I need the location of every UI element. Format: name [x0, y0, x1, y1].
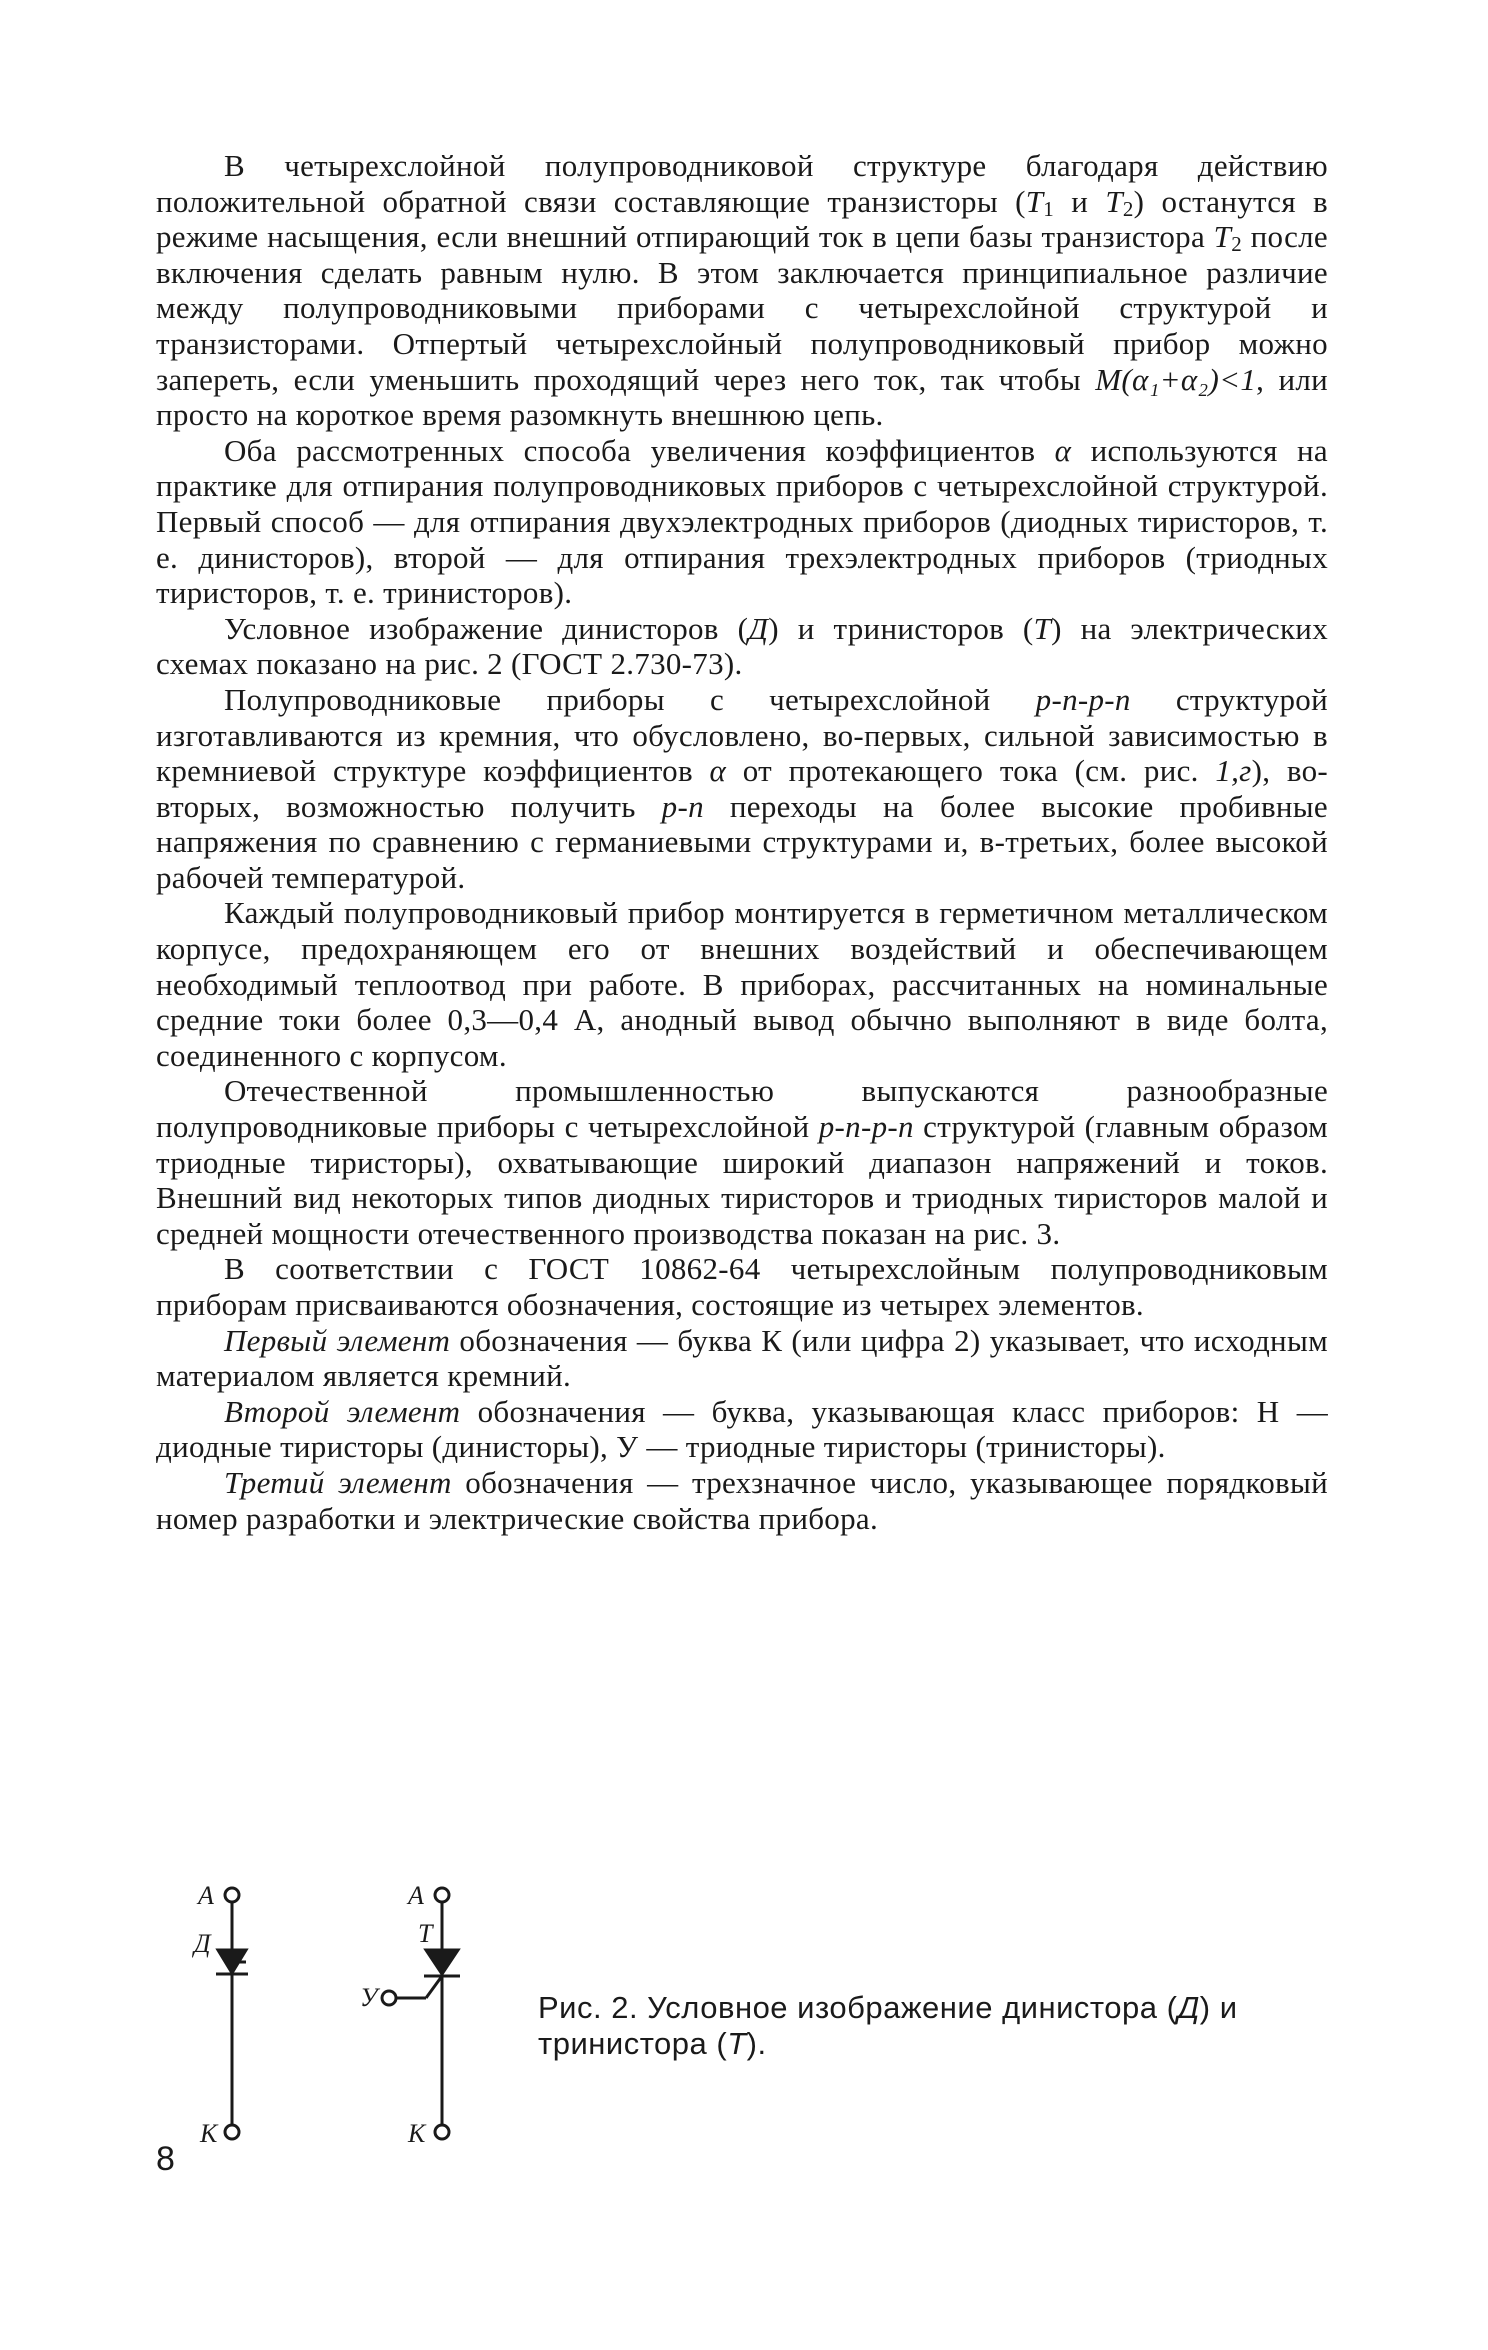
paragraph: Отечественной промышленностью выпускаются разнообразные полупроводниковые приборы с четырехслойной p-n-p-n структурой (главным образом триодные тиристоры), охватывающие широкий диапазон напряжений и токов. Внешний вид некоторых типов диодных тиристоров и триодных тиристоров малой и средней мощности отечественного производства показан на рис. 3.: [156, 1073, 1329, 1251]
formula: M(α₁+α₂)<1: [1095, 361, 1257, 397]
paragraph: Второй элемент обозначения — буква, указывающая класс приборов: Н — диодные тиристоры (динисторы), У — триодные тиристоры (тринисторы).: [156, 1393, 1328, 1465]
label-gate: У: [360, 1983, 378, 2012]
term: Первый элемент: [224, 1322, 451, 1358]
term: Второй элемент: [224, 1393, 461, 1429]
label-dinistor: Д: [194, 1929, 211, 1958]
label-anode: А: [408, 1881, 424, 1910]
figure-caption: Рис. 2. Условное изображение динистора (Д) и тринистора (Т).: [538, 1990, 1238, 2061]
paragraph: Первый элемент обозначения — буква К (или цифра 2) указывает, что исходным материалом является кремний.: [156, 1322, 1328, 1394]
paragraph: Оба рассмотренных способа увеличения коэффициентов α используются на практике для отпирания полупроводниковых приборов с четырехслойной структурой. Первый способ — для отпирания двухэлектродных приборов (диодных тиристоров, т. е. динисторов), второй — для отпирания трехэлектродных приборов (триодных тиристоров, т. е. тринисторов).: [156, 432, 1328, 611]
body-text: [156, 148, 1328, 1536]
paragraph: Каждый полупроводниковый прибор монтируется в герметичном металлическом корпусе, предохраняющем его от внешних воздействий и обеспечивающем необходимый теплоотвод при работе. В приборах, рассчитанных на номинальные средние токи более 0,3—0,4 А, анодный вывод обычно выполняют в виде болта, соединенного с корпусом.: [156, 895, 1328, 1073]
paragraph: Третий элемент обозначения — трехзначное число, указывающее порядковый номер разработки и электрические свойства прибора.: [156, 1464, 1328, 1536]
page-number: 8: [156, 2140, 175, 2178]
paragraph: Полупроводниковые приборы с четырехслойной p-n-p-n структурой изготавливаются из кремния, что обусловлено, во-первых, сильной зависимостью в кремниевой структуре коэффициентов α от протекающего тока (см. рис. 1,г), во-вторых, возможностью получить p-n переходы на более высокие пробивные напряжения по сравнению с германиевыми структурами и, в-третьих, более высокой рабочей температурой.: [156, 681, 1329, 895]
label-trinistor: Т: [418, 1919, 433, 1948]
label-cathode: К: [408, 2119, 426, 2148]
paragraph: Условное изображение динисторов (Д) и тринисторов (Т) на электрических схемах показано на рис. 2 (ГОСТ 2.730-73).: [156, 610, 1329, 682]
schematic-symbols: [170, 1880, 530, 2180]
term: Третий элемент: [224, 1464, 452, 1500]
paragraph: В четырехслойной полупроводниковой структуре благодаря действию положительной обратной связи составляющие транзисторы ($T_1$ и $T_2$) останутся в режиме насыщения, если внешний отпирающий ток в цепи базы транзистора $T_2$ после включения сделать равным нулю. В этом заключается принципиальное различие между полупроводниковыми приборами с четырехслойной структурой и транзисторами. Отпертый четырехслойный полупроводниковый прибор можно запереть, если уменьшить проходящий через него ток, так чтобы M(α₁+α₂)<1, или просто на короткое время разомкнуть внешнюю цепь.: [156, 148, 1328, 433]
paragraph: В соответствии с ГОСТ 10862-64 четырехслойным полупроводниковым приборам присваиваются обозначения, состоящие из четырех элементов.: [156, 1251, 1328, 1322]
label-anode: А: [198, 1881, 214, 1910]
dinistor-symbol: [216, 1888, 248, 2139]
label-cathode: К: [200, 2119, 218, 2148]
figure-2-symbols: [170, 1880, 530, 2180]
